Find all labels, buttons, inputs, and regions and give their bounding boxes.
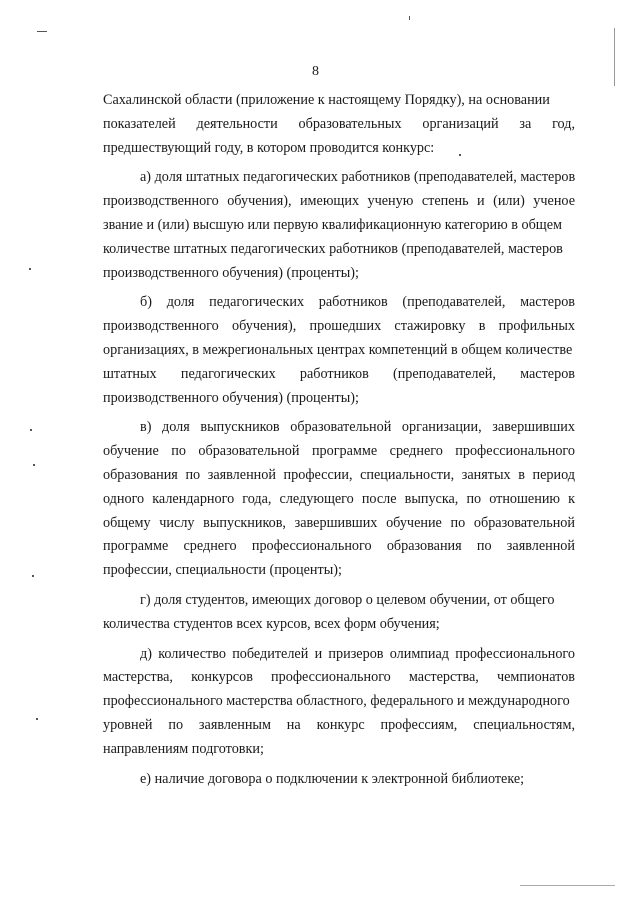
scan-edge-line (614, 28, 615, 86)
text-line: в) доля выпускников образовательной организации, завершивших (140, 419, 575, 436)
text-line: профессионального мастерства областного, федерального и международного (103, 693, 570, 710)
scan-mark (30, 429, 32, 431)
scan-mark (32, 575, 34, 577)
text-line: производственного обучения), прошедших стажировку в профильных (103, 318, 575, 335)
text-line: количестве штатных педагогических работников (преподавателей, мастеров (103, 240, 563, 257)
text-line: производственного обучения), имеющих ученую степень и (или) ученое (103, 193, 575, 210)
scan-mark (37, 31, 47, 32)
text-line: а) доля штатных педагогических работников (преподавателей, мастеров (140, 169, 576, 186)
paragraph-item-a (103, 166, 575, 285)
document-body (103, 89, 575, 791)
text-line: звание и (или) высшую или первую квалификационную категорию в общем (103, 216, 562, 233)
text-line: обучение по образовательной программе среднего профессионального (103, 443, 575, 460)
text-line: д) количество победителей и призеров олимпиад профессионального (140, 645, 575, 662)
text-line: мастерства, конкурсов профессионального мастерства, чемпионатов (103, 669, 575, 686)
text-line: профессии, специальности (проценты); (103, 562, 342, 579)
text-line: показателей деятельности образовательных организаций за год, (103, 115, 575, 132)
scan-mark (520, 885, 615, 886)
text-line: общему числу выпускников, завершивших обучение по образовательной (103, 514, 575, 531)
text-line: г) доля студентов, имеющих договор о целевом обучении, от общего (140, 591, 555, 608)
text-line: Сахалинской области (приложение к настоящему Порядку), на основании (103, 92, 550, 108)
text-line: программе среднего профессионального образования по заявленной (103, 538, 575, 555)
text-line: предшествующий году, в котором проводится конкурс: (103, 139, 435, 156)
text-line: производственного обучения) (проценты); (103, 264, 359, 281)
paragraph-item-g (103, 589, 575, 637)
text-line: направлениям подготовки; (103, 740, 264, 757)
paragraph-item-e (103, 768, 575, 792)
text-line: образования по заявленной профессии, специальности, занятых в период (103, 466, 575, 483)
text-line: организациях, в межрегиональных центрах компетенций в общем количестве (103, 341, 573, 358)
text-line: количества студентов всех курсов, всех форм обучения; (103, 615, 440, 632)
paragraph-item-d (103, 643, 575, 762)
page-number: 8 (312, 64, 319, 79)
text-line: е) наличие договора о подключении к электронной библиотеке; (140, 770, 525, 787)
text-line: б) доля педагогических работников (преподавателей, мастеров (140, 294, 575, 311)
paragraph-intro (103, 89, 575, 160)
text-line: одного календарного года, следующего после выпуска, по отношению к (103, 490, 575, 507)
text-line: штатных педагогических работников (преподавателей, мастеров (103, 365, 575, 382)
scan-mark (33, 464, 35, 466)
scan-mark (36, 718, 38, 720)
scan-mark (409, 16, 410, 20)
text-line: уровней по заявленным на конкурс профессиям, специальностям, (103, 716, 575, 733)
paragraph-item-v (103, 416, 575, 583)
text-line: производственного обучения) (проценты); (103, 389, 359, 406)
scan-mark (29, 268, 31, 270)
paragraph-item-b (103, 291, 575, 410)
